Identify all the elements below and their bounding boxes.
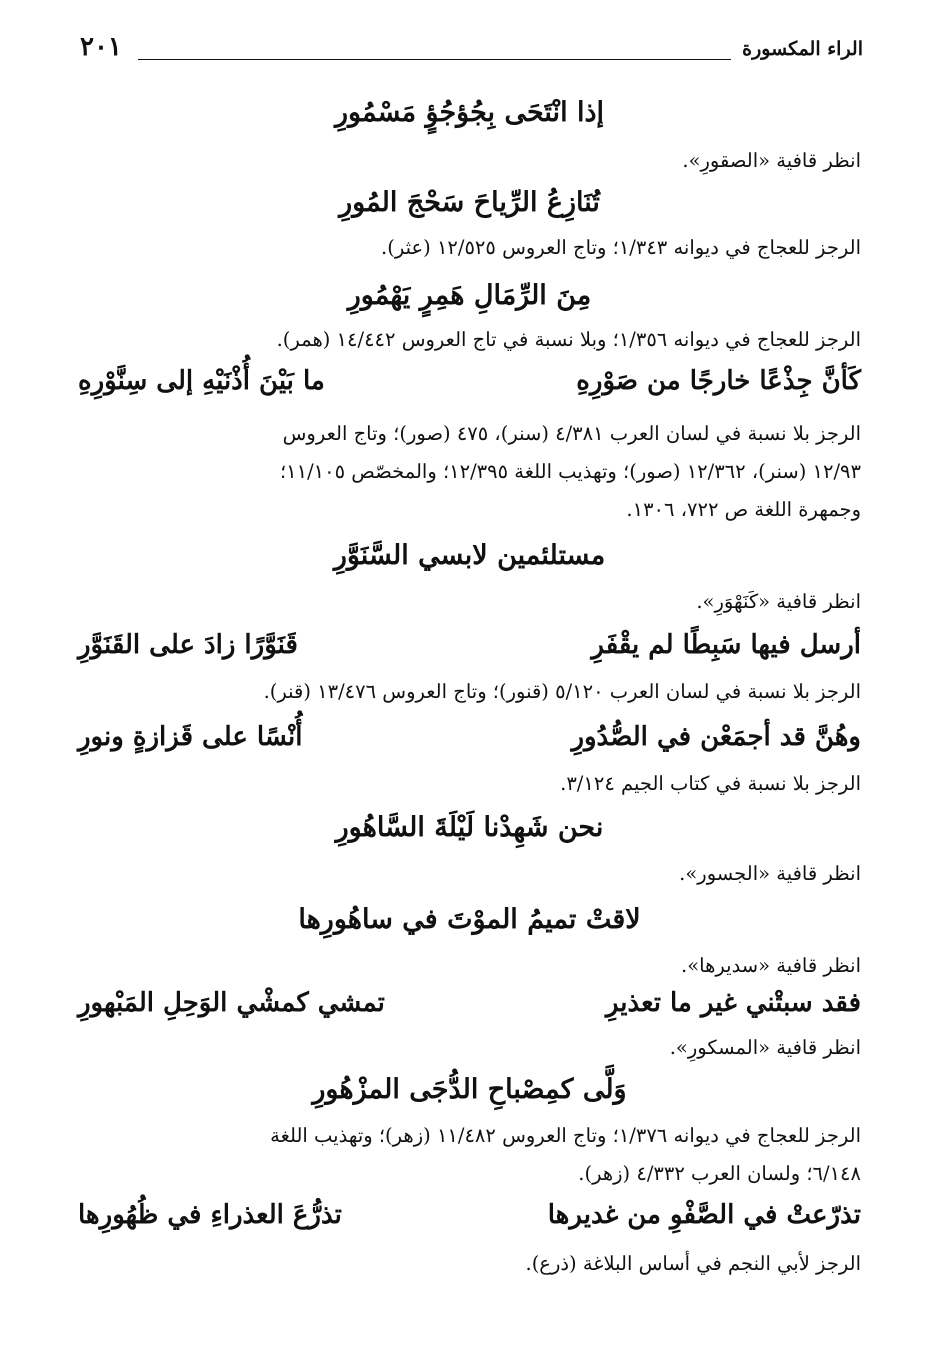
note-line: الرجز بلا نسبة في لسان العرب ٥/١٢٠ (قنور)؛ وتاج العروس ١٣/٤٧٦ (قنر).: [263, 680, 861, 703]
verse-line: مستلئمين لابسي السَّنَوَّرِ: [333, 540, 606, 571]
verse-hemistich-second: أُنْسًا على قَزازةٍ ونورِ: [78, 722, 303, 752]
note-line: انظر قافية «الجسور».: [679, 862, 861, 885]
verse-line: وَلَّى كمِصْباحِ الدُّجَى المزْهُورِ: [312, 1074, 627, 1105]
note-line: الرجز بلا نسبة في كتاب الجيم ٣/١٢٤.: [560, 772, 861, 795]
verse-line: لاقتْ تميمُ الموْتَ في ساهُورِها: [298, 904, 641, 935]
note-line: الرجز لأبي النجم في أساس البلاغة (ذرع).: [525, 1252, 861, 1275]
page-header: [80, 32, 863, 68]
verse-hemistich-second: قَنَوَّرًا زادَ على القَنَوَّرِ: [78, 630, 298, 660]
verse-couplet: [78, 722, 861, 752]
page-number: ٢٠١: [80, 32, 122, 62]
note-line: انظر قافية «كَنَهْوَرِ».: [696, 590, 861, 613]
verse-line: تُنَازِعُ الرِّياحَ سَحْجَ المُورِ: [339, 187, 600, 218]
verse-couplet: [78, 988, 861, 1018]
verse-hemistich-first: أرسل فيها سَبِطًا لم يقْفَرِ: [591, 630, 861, 660]
note-line: الرجز بلا نسبة في لسان العرب ٤/٣٨١ (سنر)، ٤٧٥ (صور)؛ وتاج العروس: [282, 422, 861, 445]
verse-couplet: [78, 630, 861, 660]
note-line: انظر قافية «سديرها».: [681, 954, 861, 977]
verse-couplet: [78, 1200, 861, 1230]
note-line: الرجز للعجاج في ديوانه ١/٣٤٣؛ وتاج العروس ١٢/٥٢٥ (عثر).: [381, 236, 861, 259]
note-line: الرجز للعجاج في ديوانه ١/٣٥٦؛ وبلا نسبة في تاج العروس ١٤/٤٤٢ (همر).: [276, 328, 861, 351]
note-line: انظر قافية «الصقورِ».: [682, 149, 861, 172]
verse-line: مِنَ الرِّمَالِ هَمِرٍ يَهْمُورِ: [347, 280, 592, 311]
note-line: وجمهرة اللغة ص ٧٢٢، ١٣٠٦.: [626, 498, 861, 521]
verse-hemistich-first: فقد سبتْني غير ما تعذيرِ: [605, 988, 861, 1018]
verse-hemistich-second: تذرُّعَ العذراءِ في ظُهُورِها: [78, 1200, 342, 1230]
verse-hemistich-first: كَأنَّ جِذْعًا خارجًا من صَوْرِهِ: [576, 366, 861, 396]
verse-hemistich-first: وهُنَّ قد أجمَعْن في الصُّدُورِ: [571, 722, 861, 752]
verse-hemistich-second: ما بَيْنَ أُذْنَيْهِ إلى سِنَّوْرِهِ: [78, 366, 325, 396]
note-line: انظر قافية «المسكورِ».: [669, 1036, 861, 1059]
note-line: ٦/١٤٨؛ ولسان العرب ٤/٣٣٢ (زهر).: [578, 1162, 861, 1185]
note-line: الرجز للعجاج في ديوانه ١/٣٧٦؛ وتاج العروس ١١/٤٨٢ (زهر)؛ وتهذيب اللغة: [270, 1124, 861, 1147]
section-title: الراء المكسورة: [742, 38, 863, 60]
verse-hemistich-first: تذرّعتْ في الصَّفْوِ من غديرها: [547, 1200, 861, 1230]
verse-line: نحن شَهِدْنا لَيْلَةَ السَّاهُورِ: [335, 812, 604, 843]
note-line: ١٢/٩٣ (سنر)، ١٢/٣٦٢ (صور)؛ وتهذيب اللغة ١٢/٣٩٥؛ والمخصّص ١١/١٠٥؛: [279, 460, 861, 483]
verse-couplet: [78, 366, 861, 396]
verse-line: إذا انْتَحَى بِجُؤجُؤٍ مَسْمُورِ: [335, 97, 604, 128]
header-rule: [138, 59, 731, 60]
verse-hemistich-second: تمشي كمشْي الوَحِلِ المَبْهورِ: [78, 988, 385, 1018]
